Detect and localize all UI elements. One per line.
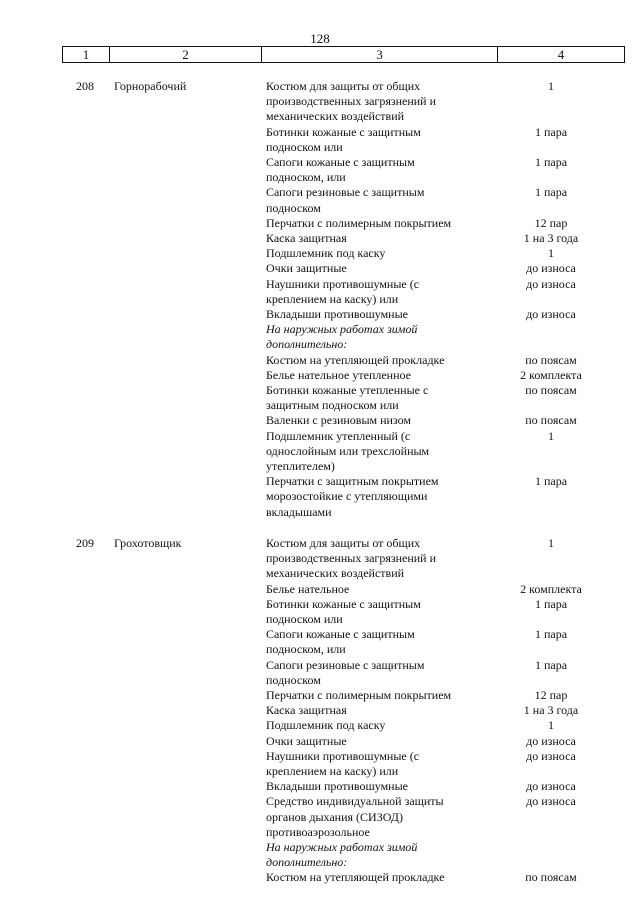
item-quantity: 1 [548,79,554,93]
header-col-4: 4 [497,47,625,62]
item-name: Костюм для защиты от общих производственных загрязнений и механических воздействий [266,536,437,581]
item-name: Каска защитная [266,231,347,246]
item-quantity: по поясам [525,870,577,885]
equipment-item [266,413,640,428]
item-name: На наружных работах зимой дополнительно: [266,840,418,870]
equipment-item [266,536,640,582]
equipment-item [266,429,640,475]
equipment-item [266,155,640,185]
item-name: Очки защитные [266,733,347,748]
equipment-item [266,734,640,749]
item-name: Подшлемник утепленный (с однослойным или трехслойным утеплителем) [266,428,430,474]
item-quantity: 1 пара [534,627,568,642]
entry-number: 209 [76,536,94,550]
item-name: Вкладыши противошумные [266,307,408,322]
item-quantity: 1 [548,718,554,733]
item-quantity: 2 комплекта [520,367,582,382]
item-quantity [481,322,621,352]
item-quantity: до износа [526,261,576,276]
equipment-item [266,718,640,733]
item-quantity: до износа [526,779,576,794]
item-name: Костюм на утепляющей прокладке [266,352,445,367]
header-col-2: 2 [109,47,261,62]
item-quantity: 1 пара [534,657,568,672]
item-quantity: по поясам [525,383,577,398]
equipment-item [266,353,640,368]
item-name: Перчатки с защитным покрытием морозостойкие с утепляющими вкладышами [266,474,439,519]
item-quantity: 1 пара [534,596,568,611]
equipment-item [266,368,640,383]
item-quantity: 1 пара [534,185,568,200]
equipment-list [266,536,640,886]
item-name: Сапоги резиновые с защитным подноском [266,657,425,687]
item-name: Костюм на утепляющей прокладке [266,870,445,885]
page-number: 128 [310,31,330,46]
item-quantity: 2 комплекта [520,581,582,596]
equipment-item [266,597,640,627]
item-name: Средство индивидуальной защиты органов дыхания (СИЗОД) противоаэрозольное [266,794,444,839]
equipment-item [266,231,640,246]
equipment-item [266,627,640,657]
equipment-item [266,307,640,322]
item-quantity: 12 пар [534,215,568,230]
item-quantity: 1 на 3 года [523,703,579,718]
equipment-item [266,794,640,840]
item-quantity: 1 [548,536,554,550]
equipment-item [266,582,640,597]
section-note [266,322,640,352]
item-name: Ботинки кожаные с защитным подноском или [266,124,421,154]
item-name: Костюм для защиты от общих производственных загрязнений и механических воздействий [266,79,437,124]
item-quantity: 1 на 3 года [523,231,579,246]
item-quantity: до износа [526,733,576,748]
table-header [62,46,625,63]
item-name: Вкладыши противошумные [266,779,408,794]
item-quantity: до износа [526,276,576,291]
item-name: Очки защитные [266,261,347,276]
item-name: Наушники противошумные (с креплением на каску) или [266,276,420,306]
equipment-item [266,383,640,413]
item-quantity: 12 пар [534,688,568,703]
equipment-item [266,474,640,520]
profession-name: Горнорабочий [114,79,187,93]
equipment-item [266,703,640,718]
header-col-1: 1 [62,47,109,62]
equipment-item [266,749,640,779]
entry-number: 208 [76,79,94,93]
item-name: Белье нательное [266,581,350,596]
equipment-item [266,688,640,703]
equipment-item [266,216,640,231]
equipment-item [266,185,640,215]
item-name: Перчатки с полимерным покрытием [266,215,452,230]
item-quantity: до износа [526,748,576,763]
header-col-3: 3 [261,47,497,62]
equipment-item [266,79,640,125]
equipment-item [266,870,640,885]
item-name: Сапоги резиновые с защитным подноском [266,185,425,215]
equipment-item [266,125,640,155]
item-name: Каска защитная [266,703,347,718]
item-quantity: по поясам [525,352,577,367]
item-quantity: 1 [548,428,554,443]
equipment-item [266,277,640,307]
item-quantity: до износа [526,307,576,322]
item-quantity: 1 пара [534,124,568,139]
item-name: Валенки с резиновым низом [266,413,412,428]
profession-name: Грохотовщик [114,536,182,550]
item-name: Сапоги кожаные с защитным подноском, или [266,627,415,657]
equipment-item [266,246,640,261]
equipment-item [266,779,640,794]
item-name: Подшлемник под каску [266,246,386,261]
item-name: Белье нательное утепленное [266,367,411,382]
item-quantity: по поясам [525,413,577,428]
item-name: Сапоги кожаные с защитным подноском, или [266,155,415,185]
item-name: Подшлемник под каску [266,718,386,733]
item-quantity: 1 пара [534,474,568,489]
item-quantity [481,840,621,870]
item-quantity: до износа [526,794,576,809]
item-name: Наушники противошумные (с креплением на каску) или [266,748,420,779]
item-name: На наружных работах зимой дополнительно: [266,322,418,352]
equipment-list [266,79,640,520]
item-name: Ботинки кожаные с защитным подноском или [266,596,421,627]
item-quantity: 1 пара [534,155,568,170]
item-name: Ботинки кожаные утепленные с защитным подноском или [266,383,429,413]
equipment-item [266,658,640,688]
equipment-item [266,261,640,276]
item-name: Перчатки с полимерным покрытием [266,688,452,703]
section-note [266,840,640,870]
item-quantity: 1 [548,246,554,261]
